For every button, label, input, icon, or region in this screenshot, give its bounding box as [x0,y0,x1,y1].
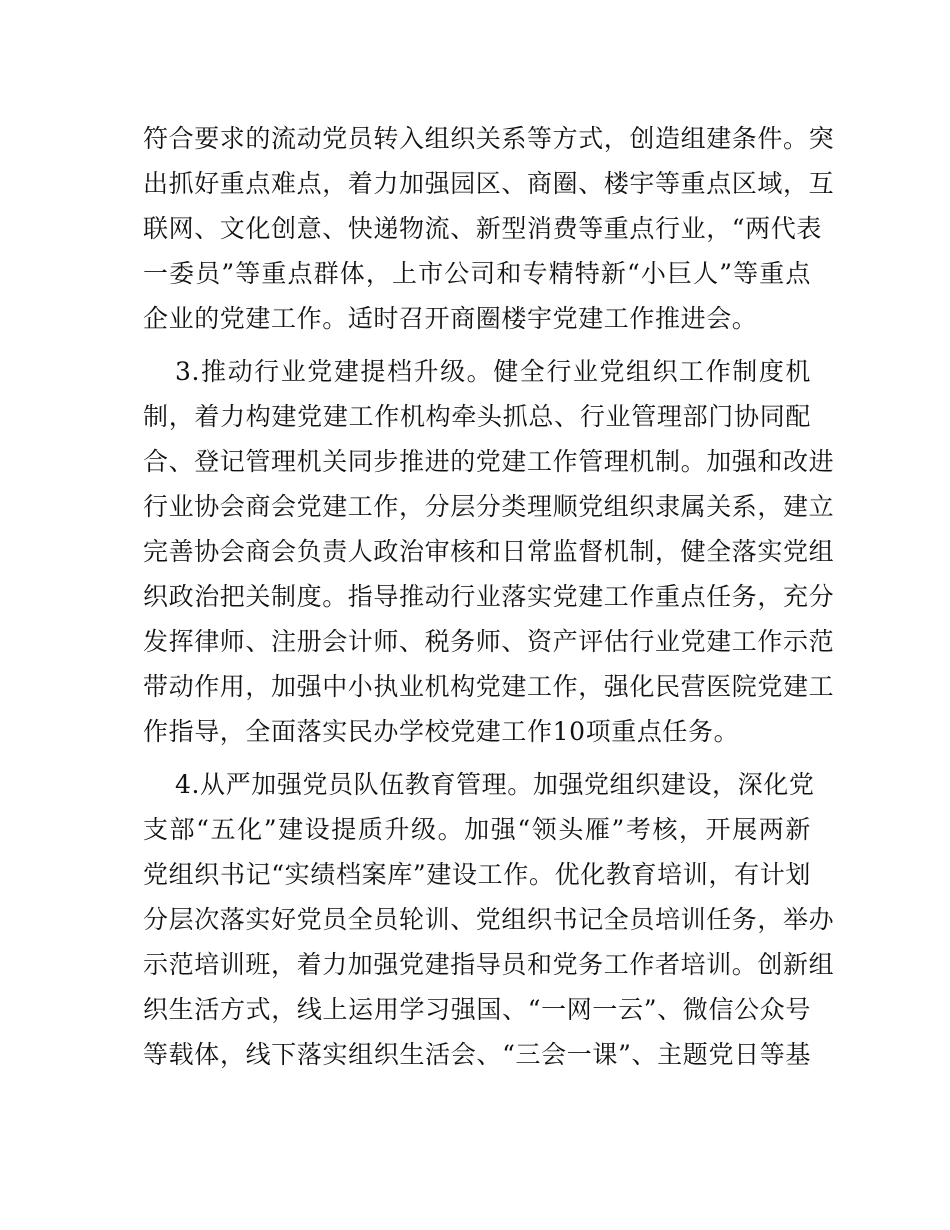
text-line: 织生活方式，线上运用学习强国、“一网一云”、微信公众号 [143,995,811,1024]
text-line: 带动作用，加强中小执业机构党建工作，强化民营医院党建工 [143,672,835,701]
text-line: 织政治把关制度。指导推动行业落实党建工作重点任务，充分 [143,582,835,611]
paragraph-2 [143,349,835,754]
text-line: 示范培训班，着力加强党建指导员和党务工作者培训。创新组 [143,950,835,979]
text-line: 作指导，全面落实民办学校党建工作10项重点任务。 [143,717,740,746]
text-line: 完善协会商会负责人政治审核和日常监督机制，健全落实党组 [143,537,835,566]
text-line: 4.从严加强党员队伍教育管理。加强党组织建设，深化党 [175,770,815,799]
text-line: 企业的党建工作。适时召开商圈楼宇党建工作推进会。 [143,304,758,333]
document-body [143,116,835,1085]
text-line: 制，着力构建党建工作机构牵头抓总、行业管理部门协同配 [143,402,811,431]
text-line: 联网、文化创意、快递物流、新型消费等重点行业，“两代表 [143,214,822,243]
text-line: 支部“五化”建设提质升级。加强“领头雁”考核，开展两新 [143,815,811,844]
text-line: 出抓好重点难点，着力加强园区、商圈、楼宇等重点区域，互 [143,169,835,198]
text-line: 党组织书记“实绩档案库”建设工作。优化教育培训，有计划 [143,860,811,889]
text-line: 3.推动行业党建提档升级。健全行业党组织工作制度机 [175,357,811,386]
text-line: 一委员”等重点群体，上市公司和专精特新“小巨人”等重点 [143,259,811,288]
text-line: 行业协会商会党建工作，分层分类理顺党组织隶属关系，建立 [143,492,835,521]
text-line: 分层次落实好党员全员轮训、党组织书记全员培训任务，举办 [143,905,835,934]
text-line: 发挥律师、注册会计师、税务师、资产评估行业党建工作示范 [143,627,835,656]
text-line: 符合要求的流动党员转入组织关系等方式，创造组建条件。突 [143,124,835,153]
paragraph-3 [143,762,835,1077]
paragraph-1 [143,116,835,341]
text-line: 等载体，线下落实组织生活会、“三会一课”、主题党日等基 [143,1040,811,1069]
text-line: 合、登记管理机关同步推进的党建工作管理机制。加强和改进 [143,447,835,476]
